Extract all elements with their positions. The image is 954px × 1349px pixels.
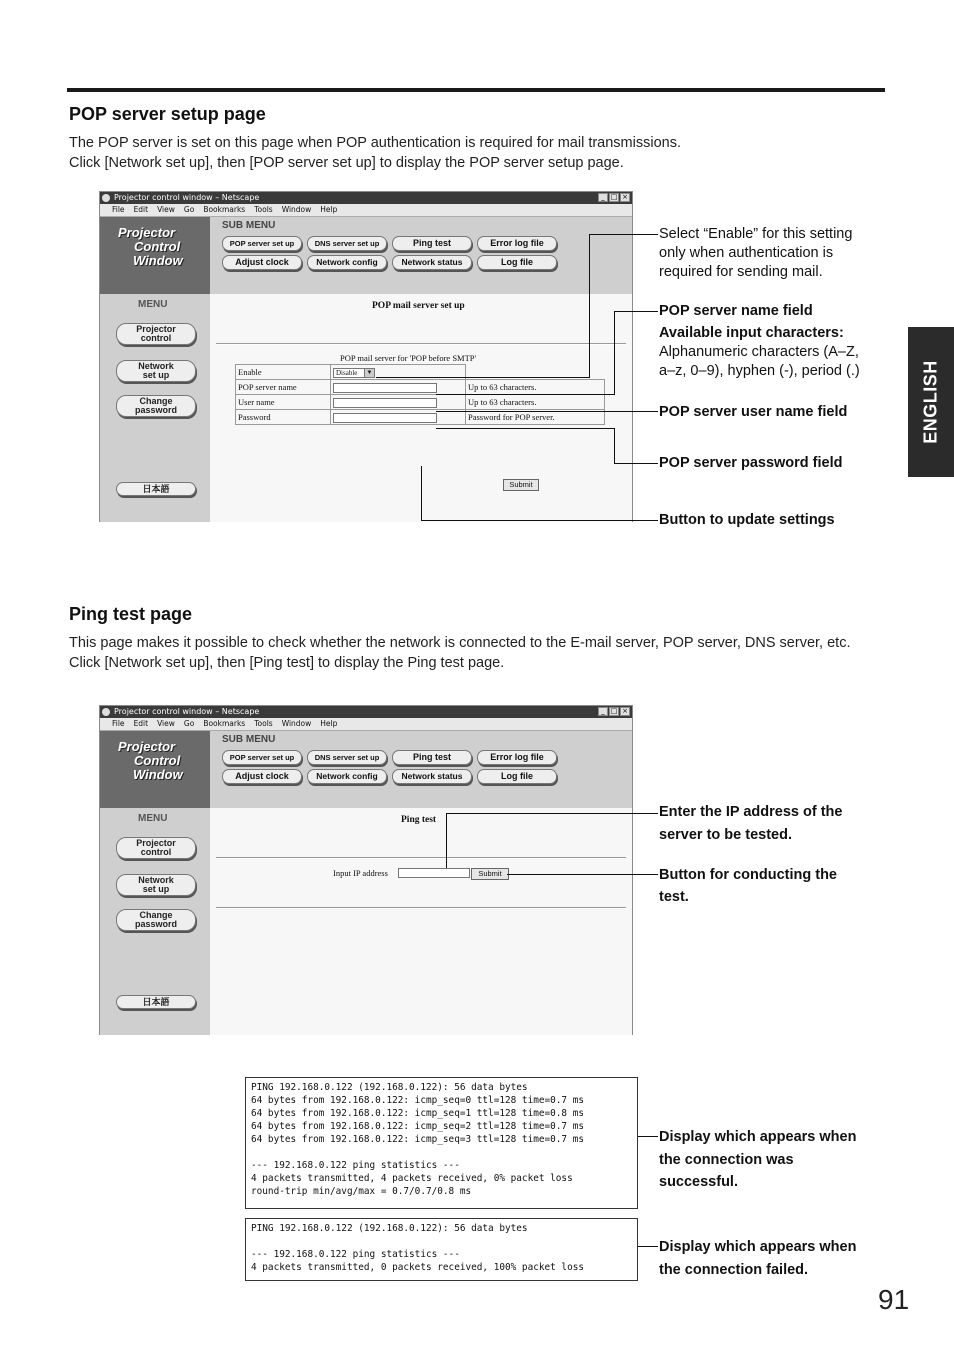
ping-section-intro	[69, 634, 869, 673]
leader-line	[446, 813, 658, 814]
password-label: Password	[236, 410, 331, 425]
menu-projector-control-button[interactable]	[116, 323, 196, 345]
ping-form-title: Ping test	[401, 815, 437, 825]
button-line: Change	[139, 396, 173, 406]
menu-bookmarks[interactable]: Bookmarks	[203, 205, 246, 214]
submenu-pop-server-button[interactable]: POP server set up	[222, 750, 302, 765]
ip-address-label: Input IP address	[333, 868, 388, 878]
submenu-log-file-button[interactable]: Log file	[477, 255, 557, 270]
button-line: Projector	[136, 838, 176, 848]
server-name-hint: Up to 63 characters.	[466, 380, 605, 395]
submenu-title: SUB MENU	[222, 220, 276, 231]
enable-label: Enable	[236, 365, 331, 380]
menu-file[interactable]: File	[112, 719, 125, 728]
button-line: Change	[139, 910, 173, 920]
leader-line	[614, 463, 658, 464]
callout-line: successful.	[659, 1174, 738, 1190]
button-line: set up	[142, 370, 170, 380]
callout-line: a–z, 0–9), hyphen (-), period (.)	[659, 363, 860, 379]
callout-conduct-button	[659, 864, 837, 908]
ping-submit-button[interactable]: Submit	[471, 868, 509, 880]
menu-network-setup-button[interactable]	[116, 874, 196, 896]
menu-help[interactable]: Help	[320, 205, 338, 214]
leader-line	[589, 234, 658, 235]
maximize-icon[interactable]: □	[610, 193, 618, 201]
password-hint: Password for POP server.	[466, 410, 605, 425]
menu-help[interactable]: Help	[320, 719, 338, 728]
button-line: control	[140, 333, 172, 343]
callout-line: test.	[659, 889, 689, 905]
menu-title: MENU	[138, 813, 168, 824]
button-line: Network	[138, 361, 174, 371]
app-area	[100, 731, 632, 1035]
divider	[216, 343, 626, 345]
submenu-error-log-button[interactable]: Error log file	[477, 236, 557, 251]
netscape-icon	[102, 194, 110, 202]
callout-ip-address	[659, 801, 842, 847]
menu-go[interactable]: Go	[183, 719, 195, 728]
leader-line	[638, 1246, 658, 1247]
callout-title: POP server user name field	[659, 404, 848, 420]
menu-bookmarks[interactable]: Bookmarks	[203, 719, 246, 728]
menu-view[interactable]: View	[157, 719, 175, 728]
callout-user-name	[659, 403, 847, 422]
window-title: Projector control window – Netscape	[114, 193, 260, 202]
submenu-error-log-button[interactable]: Error log file	[477, 750, 557, 765]
user-name-cell	[331, 395, 466, 410]
submenu-ping-test-button[interactable]: Ping test	[392, 750, 472, 765]
menu-change-password-button[interactable]	[116, 395, 196, 417]
callout-title: POP server name field	[659, 303, 813, 319]
submenu-dns-server-button[interactable]: DNS server set up	[307, 236, 387, 251]
button-line: Network	[138, 875, 174, 885]
leader-line	[421, 466, 422, 521]
logo-line: Control	[134, 239, 181, 254]
ping-content	[210, 808, 632, 1035]
menu-sidebar	[100, 808, 210, 1035]
menu-edit[interactable]: Edit	[133, 205, 149, 214]
leader-line	[436, 428, 615, 429]
intro-line: Click [Network set up], then [POP server set up] to display the POP server setup page.	[69, 154, 624, 171]
leader-line	[507, 874, 658, 875]
pop-section-intro	[69, 134, 681, 173]
submenu-network-config-button[interactable]: Network config	[307, 255, 387, 270]
menu-projector-control-button[interactable]	[116, 837, 196, 859]
close-icon[interactable]: ×	[620, 707, 630, 716]
app-area	[100, 217, 632, 522]
callout-enable-note	[659, 225, 852, 282]
callout-line: Button for conducting the	[659, 867, 837, 883]
callout-server-name	[659, 302, 860, 381]
divider	[216, 907, 626, 909]
chevron-down-icon: ▼	[364, 369, 374, 377]
menu-tools[interactable]: Tools	[254, 205, 273, 214]
callout-line: Display which appears when	[659, 1239, 857, 1255]
logo-line: Window	[133, 767, 183, 782]
intro-line: The POP server is set on this page when POP authentication is required for mail transmissions.	[69, 135, 681, 151]
submenu-network-status-button[interactable]: Network status	[392, 255, 472, 270]
button-line: Projector	[136, 324, 176, 334]
menu-tools[interactable]: Tools	[254, 719, 273, 728]
leader-line	[436, 394, 615, 395]
callout-line: Display which appears when	[659, 1129, 857, 1145]
menu-title: MENU	[138, 299, 168, 310]
submenu-pop-server-button[interactable]: POP server set up	[222, 236, 302, 251]
callout-title: Button to update settings	[659, 512, 835, 528]
logo-line: Projector	[118, 225, 176, 240]
divider	[216, 857, 626, 859]
ping-success-output: PING 192.168.0.122 (192.168.0.122): 56 data bytes 64 bytes from 192.168.0.122: icmp_seq=0 ttl=128 time=0.7 ms 64 bytes from 192.168.0.122: icmp_seq=1 ttl=128 time=0.8 ms 64 bytes from 192.168.0.122: icmp_seq=2 ttl=128 time=0.7 ms 64 bytes from 192.168.0.122: icmp_seq=3 ttl=128 time=0.7 ms --- 192.168.0.122 ping statistics --- 4 packets transmitted, 4 packets received, 0% packet loss round-trip min/avg/max = 0.7/0.7/0.8 ms	[245, 1077, 638, 1209]
browser-window-ping	[99, 705, 633, 1035]
callout-line: Alphanumeric characters (A–Z,	[659, 344, 859, 360]
page-number: 91	[878, 1284, 910, 1315]
leader-line	[376, 377, 590, 378]
side-tab-label: ENGLISH	[920, 360, 941, 444]
callout-title: POP server password field	[659, 455, 843, 471]
submenu-panel	[210, 731, 632, 808]
language-side-tab	[908, 327, 954, 477]
callout-update	[659, 511, 835, 530]
leader-line	[614, 311, 658, 312]
menu-japanese-button[interactable]: 日本語	[116, 482, 196, 496]
submenu-ping-test-button[interactable]: Ping test	[392, 236, 472, 251]
enable-select[interactable]	[333, 368, 375, 378]
button-line: control	[140, 847, 172, 857]
pop-form-title: POP mail server set up	[372, 301, 465, 311]
leader-line	[614, 428, 615, 464]
leader-line	[421, 520, 658, 521]
submenu-adjust-clock-button[interactable]: Adjust clock	[222, 769, 302, 784]
intro-line: This page makes it possible to check whether the network is connected to the E-mail server, POP server, DNS server, etc.	[69, 635, 851, 651]
menu-window[interactable]: Window	[281, 205, 312, 214]
menu-japanese-button[interactable]: 日本語	[116, 995, 196, 1009]
callout-line: server to be tested.	[659, 827, 792, 843]
leader-line	[436, 411, 658, 412]
leader-line	[589, 234, 590, 377]
server-name-cell	[331, 380, 466, 395]
leader-line	[446, 813, 447, 868]
browser-window-pop	[99, 191, 633, 522]
leader-line	[614, 311, 615, 395]
button-line: set up	[142, 884, 170, 894]
leader-line	[638, 1136, 658, 1137]
user-name-label: User name	[236, 395, 331, 410]
browser-menubar	[100, 718, 632, 731]
menu-change-password-button[interactable]	[116, 909, 196, 931]
projector-logo	[100, 731, 210, 808]
pop-section-heading: POP server setup page	[69, 104, 266, 124]
submenu-dns-server-button[interactable]: DNS server set up	[307, 750, 387, 765]
callout-success	[659, 1126, 856, 1194]
window-titlebar	[100, 706, 632, 718]
callout-line: only when authentication is	[659, 245, 834, 261]
button-line: password	[134, 405, 177, 415]
submenu-network-status-button[interactable]: Network status	[392, 769, 472, 784]
netscape-icon	[102, 708, 110, 716]
menu-sidebar	[100, 294, 210, 522]
menu-go[interactable]: Go	[183, 205, 195, 214]
browser-menubar	[100, 204, 632, 217]
close-icon[interactable]: ×	[620, 193, 630, 202]
pop-form-caption: POP mail server for 'POP before SMTP'	[340, 353, 477, 363]
submenu-panel	[210, 217, 632, 294]
projector-logo	[100, 217, 210, 294]
window-controls	[598, 707, 630, 716]
submenu-log-file-button[interactable]: Log file	[477, 769, 557, 784]
server-name-label: POP server name	[236, 380, 331, 395]
callout-line: required for sending mail.	[659, 264, 823, 280]
ping-section-heading: Ping test page	[69, 604, 193, 624]
callout-subtitle: Available input characters:	[659, 325, 844, 341]
intro-line: Click [Network set up], then [Ping test] to display the Ping test page.	[69, 654, 505, 671]
top-rule	[67, 88, 885, 92]
menu-view[interactable]: View	[157, 205, 175, 214]
submenu-network-config-button[interactable]: Network config	[307, 769, 387, 784]
user-name-hint: Up to 63 characters.	[466, 395, 605, 410]
maximize-icon[interactable]: □	[610, 707, 618, 715]
menu-network-setup-button[interactable]	[116, 360, 196, 382]
callout-line: Select “Enable” for this setting	[659, 226, 853, 242]
ping-failed-output: PING 192.168.0.122 (192.168.0.122): 56 data bytes --- 192.168.0.122 ping statistics --- 4 packets transmitted, 0 packets received, 100% packet loss	[245, 1218, 638, 1281]
pop-server-name-input[interactable]	[333, 383, 437, 393]
table-row	[236, 380, 605, 395]
minimize-icon[interactable]: _	[598, 193, 608, 202]
callout-failed	[659, 1236, 856, 1281]
logo-line: Control	[134, 753, 181, 768]
pop-password-input[interactable]	[333, 413, 437, 423]
enable-select-value: Disable	[336, 368, 358, 377]
window-controls	[598, 193, 630, 202]
logo-line: Projector	[118, 739, 176, 754]
minimize-icon[interactable]: _	[598, 707, 608, 716]
pop-submit-button[interactable]: Submit	[503, 479, 539, 491]
ip-address-input[interactable]	[398, 868, 470, 878]
menu-window[interactable]: Window	[281, 719, 312, 728]
callout-password	[659, 454, 842, 473]
callout-line: the connection failed.	[659, 1261, 809, 1278]
pop-user-name-input[interactable]	[333, 398, 437, 408]
button-line: password	[134, 919, 177, 929]
submenu-adjust-clock-button[interactable]: Adjust clock	[222, 255, 302, 270]
table-row	[236, 395, 605, 410]
submenu-title: SUB MENU	[222, 734, 276, 745]
menu-file[interactable]: File	[112, 205, 125, 214]
logo-line: Window	[133, 253, 183, 268]
window-titlebar	[100, 192, 632, 204]
callout-line: the connection was	[659, 1151, 794, 1168]
window-title: Projector control window – Netscape	[114, 707, 260, 716]
callout-line: Enter the IP address of the	[659, 804, 843, 820]
menu-edit[interactable]: Edit	[133, 719, 149, 728]
